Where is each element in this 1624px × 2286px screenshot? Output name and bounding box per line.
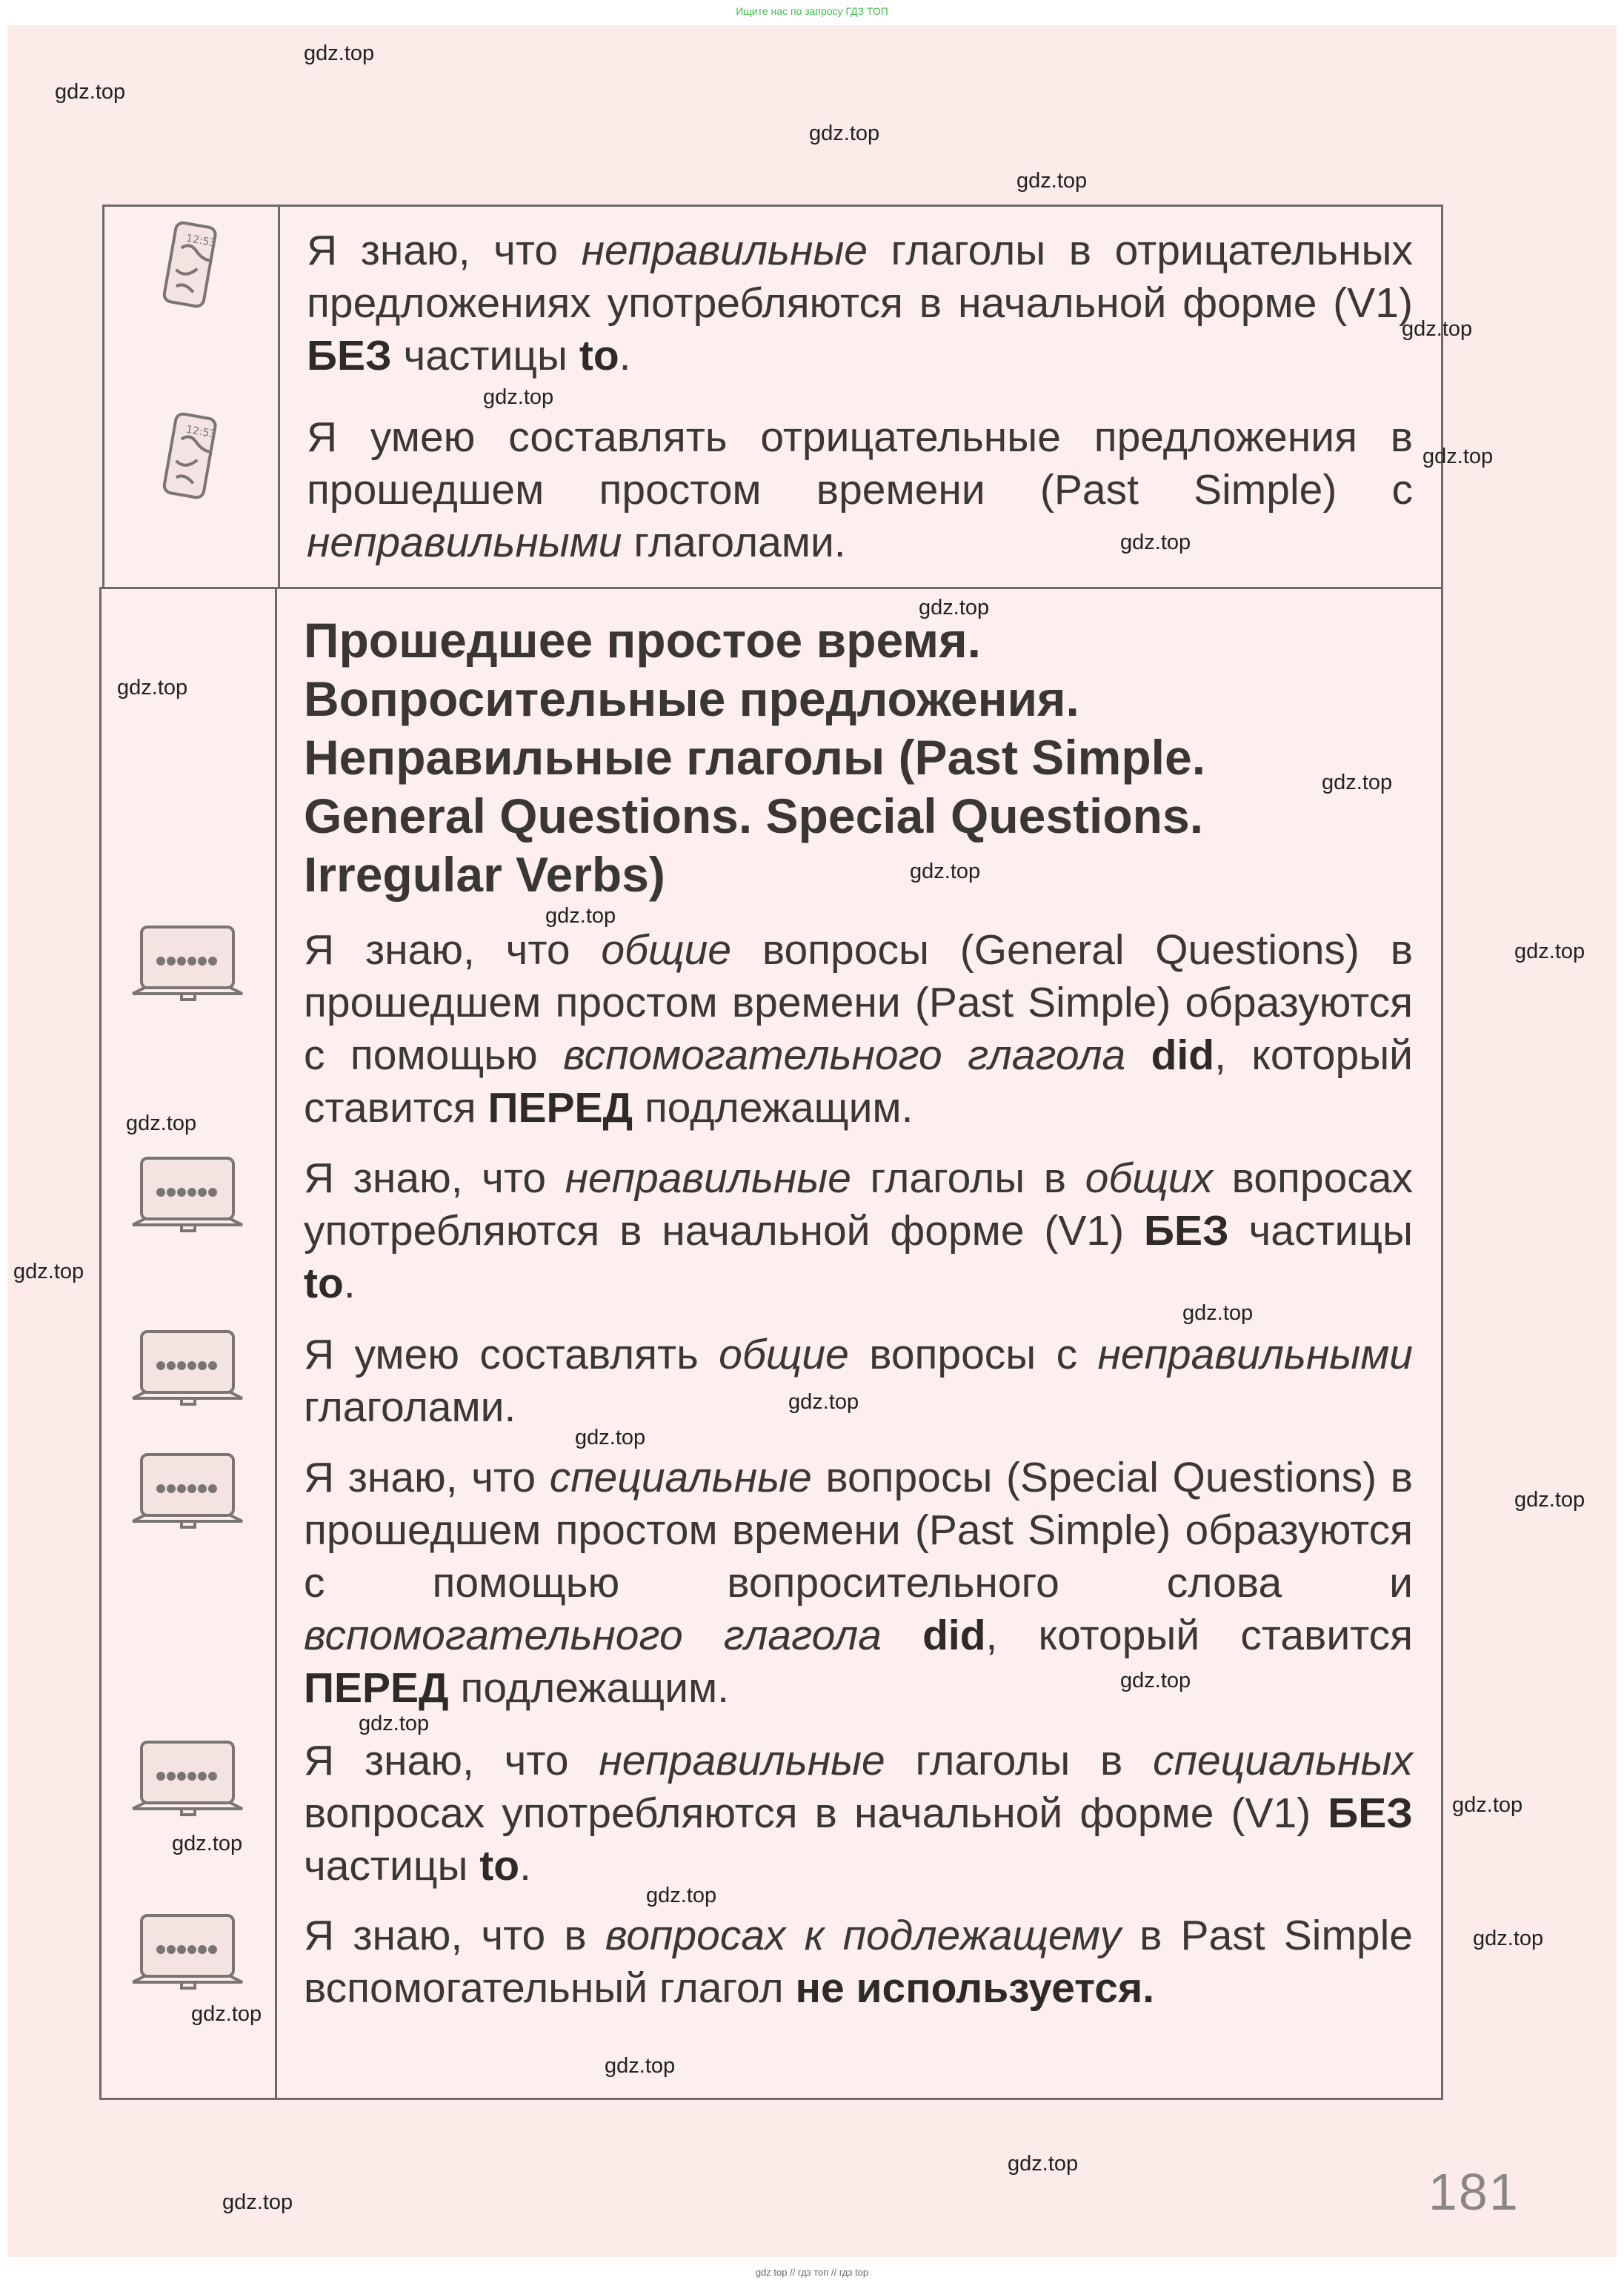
- statement-special-v1: Я знаю, что неправильные глаголы в специальных вопросах употребляются в начальной форме (V1) БЕЗ частицы to.: [304, 1737, 1413, 1890]
- svg-text:12:53: 12:53: [184, 423, 217, 441]
- heading-line: General Questions. Special Questions.: [304, 788, 1204, 843]
- watermark: gdz.top: [1402, 317, 1473, 341]
- tablet-icon: [128, 1911, 247, 1993]
- table-section-2: [99, 587, 1443, 2100]
- watermark: gdz.top: [1322, 771, 1393, 794]
- watermark: gdz.top: [646, 1884, 717, 1907]
- statement-general-questions: Я знаю, что общие вопросы (General Questions) в прошедшем простом времени (Past Simple) образуются с помощью вспомогательного глагола did, который ставится ПЕРЕД подлежащим.: [304, 926, 1413, 1132]
- statement-general-skill: Я умею составлять общие вопросы с неправильными глаголами.: [304, 1331, 1413, 1431]
- smartphone-icon: [156, 411, 223, 502]
- watermark: gdz.top: [304, 41, 375, 65]
- watermark: gdz.top: [191, 2002, 262, 2026]
- watermark: gdz.top: [55, 80, 126, 104]
- watermark: gdz.top: [1514, 1488, 1585, 1512]
- heading-line: Прошедшее простое время.: [304, 613, 981, 668]
- watermark: gdz.top: [1016, 169, 1088, 193]
- watermark: gdz.top: [117, 676, 188, 700]
- watermark: gdz.top: [1182, 1301, 1254, 1325]
- section-heading: [304, 611, 1413, 904]
- watermark: gdz.top: [1422, 445, 1494, 468]
- watermark: gdz.top: [910, 860, 981, 883]
- table-section-1: [102, 205, 1443, 594]
- statement-special-questions: Я знаю, что специальные вопросы (Special Questions) в прошедшем простом времени (Past Simple) образуются с помощью вопросительного слова и вспомогательного глагола did, который ставится ПЕРЕД подлежащим.: [304, 1454, 1413, 1712]
- watermark: gdz.top: [1452, 1793, 1523, 1817]
- heading-line: Irregular Verbs): [304, 847, 665, 902]
- tablet-icon: [128, 1450, 247, 1532]
- watermark: gdz.top: [809, 122, 880, 145]
- svg-text:12:53: 12:53: [184, 232, 217, 250]
- watermark: gdz.top: [605, 2054, 676, 2078]
- watermark: gdz.top: [483, 385, 554, 409]
- page-number: 181: [1428, 2163, 1520, 2221]
- watermark: gdz.top: [1120, 1669, 1191, 1692]
- watermark: gdz.top: [126, 1112, 197, 1135]
- heading-line: Вопросительные предложения.: [304, 671, 1079, 726]
- tablet-icon: [128, 1327, 247, 1409]
- text-column: [277, 589, 1441, 2098]
- heading-line: Неправильные глаголы (Past Simple.: [304, 730, 1206, 785]
- watermark: gdz.top: [575, 1426, 646, 1449]
- text-column: [280, 207, 1441, 591]
- watermark: gdz.top: [222, 2190, 293, 2214]
- smartphone-icon: [156, 220, 223, 310]
- watermark: gdz.top: [13, 1260, 84, 1283]
- statement-negative-v1: Я знаю, что неправильные глаголы в отрицательных предложениях употребляются в начальной форме (V1) БЕЗ частицы to.: [307, 227, 1414, 379]
- tablet-icon: [128, 1738, 247, 1819]
- watermark: gdz.top: [1514, 940, 1585, 963]
- watermark: gdz.top: [359, 1712, 430, 1735]
- top-banner[interactable]: Ищите нас по запросу ГДЗ ТОП: [736, 5, 888, 17]
- watermark: gdz.top: [919, 596, 990, 619]
- statement-general-v1: Я знаю, что неправильные глаголы в общих вопросах употребляются в начальной форме (V1) БЕЗ частицы to.: [304, 1154, 1414, 1307]
- bottom-banner[interactable]: gdz top // гдз топ // гдз top: [755, 2267, 869, 2278]
- statement-subject-questions: Я знаю, что в вопросах к подлежащему в Past Simple вспомогательный глагол не используется.: [304, 1912, 1413, 2012]
- watermark: gdz.top: [172, 1832, 243, 1855]
- watermark: gdz.top: [1473, 1927, 1544, 1950]
- tablet-icon: [128, 1154, 247, 1235]
- watermark: gdz.top: [788, 1390, 859, 1414]
- watermark: gdz.top: [545, 904, 616, 928]
- watermark: gdz.top: [1008, 2152, 1079, 2176]
- statement-negative-skill: Я умею составлять отрицательные предложения в прошедшем простом времени (Past Simple) с неправильными глаголами.: [307, 413, 1413, 566]
- tablet-icon: [128, 923, 247, 1004]
- watermark: gdz.top: [1120, 531, 1191, 554]
